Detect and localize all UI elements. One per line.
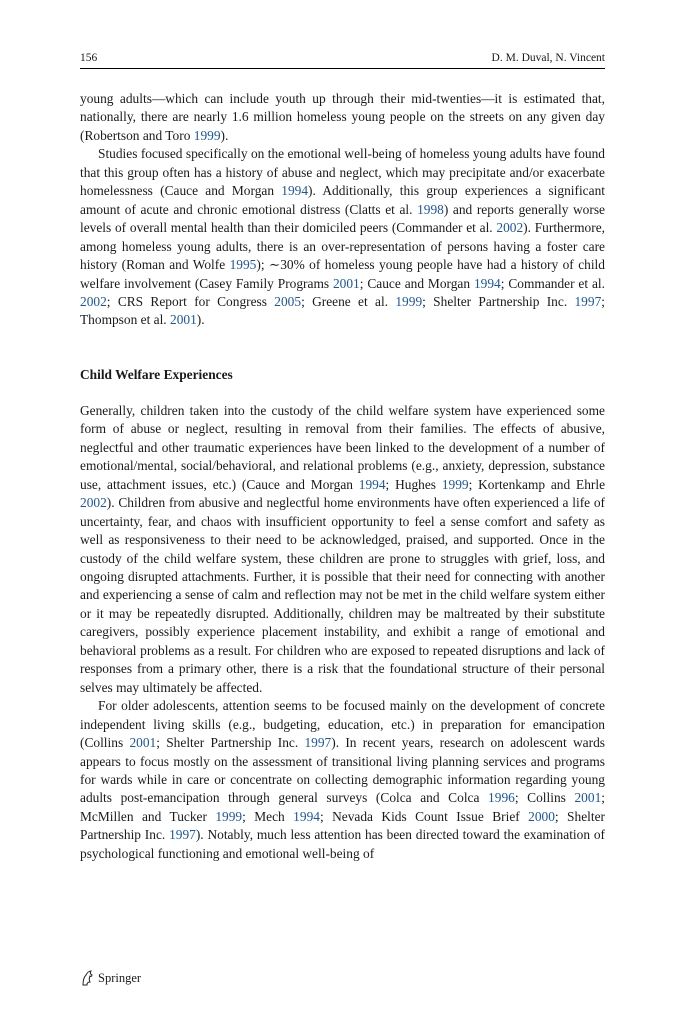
text-run: ). Furthermore, among homeless young adults, there is an over-representation of persons having a foster care history (Roman and Wolfe: [80, 220, 606, 273]
text-run: ; Shelter Partnership Inc.: [80, 808, 605, 843]
text-run: Generally, children taken into the custody of the child welfare system have experienced some form of abuse or neglect, resulting in removal from their families. The effects of abusive, neglectful and other traumatic experiences have been linked to the development of a number of emotional/mental, social/behavioral, and relational problems (e.g., anxiety, depression, substance use, attachment issues, etc.) (Cauce and Morgan: [80, 402, 605, 492]
text-run: ); ∼30% of homeless young people have had a history of child welfare involvement (Casey Family Programs: [80, 257, 605, 291]
reference-link[interactable]: 1994: [473, 275, 501, 291]
text-run: ; Collins: [514, 790, 575, 806]
text-run: ; Cauce and Morgan: [359, 275, 474, 291]
publisher-name: Springer: [98, 970, 142, 985]
text-run: ; Shelter Partnership Inc.: [422, 293, 575, 309]
page-number: 156: [80, 52, 98, 64]
body-text: [80, 90, 605, 863]
paragraph-4: [80, 697, 605, 863]
text-run: young adults—which can include youth up through their mid-twenties—it is estimated that, nationally, there are nearly 1.6 million homeless young people on the streets on any given day (Robertson and Toro: [80, 91, 605, 143]
running-head: [80, 52, 605, 69]
text-run: ; Shelter Partnership Inc.: [156, 735, 305, 751]
springer-horse-icon: [80, 970, 94, 986]
reference-link[interactable]: 2002: [80, 495, 107, 511]
reference-link[interactable]: 2001: [332, 275, 360, 291]
publisher-footer: [80, 970, 141, 986]
text-run: ). Children from abusive and neglectful home environments have often experienced a life of uncertainty, fear, and chaos with insufficient opportunity to feel a sense comfort and safety as well as responsiveness to their need to be acknowledged, praised, and supported. Once in the custody of the child welfare system, these children are prone to struggles with grief, loss, and ongoing disrupted attachments. Further, it is possible that their need for connecting with another and experiencing a sense of calm and reflection may not be met in the child welfare system either or it may be repeatedly disrupted. Additionally, children may be maltreated by their substitute caregivers, possibly experience placement instability, and exhibit a range of emotional and behavioral problems as a result. For children who are exposed to repeated disruptions and lack of responses from a primary other, there is a risk that the foundational structure of their personal selves may ultimately be affected.: [80, 495, 605, 695]
text-run: ).: [196, 312, 205, 328]
text-run: ). Additionally, this group experiences a significant amount of acute and chronic emotional distress (Clatts et al.: [80, 183, 605, 217]
reference-link[interactable]: 2005: [274, 293, 302, 309]
paragraph-1: [80, 90, 605, 145]
text-run: ; Greene et al.: [301, 293, 396, 309]
text-run: For older adolescents, attention seems to be focused mainly on the development of concrete independent living skills (e.g., budgeting, education, etc.) in preparation for emancipation (Collins: [80, 698, 605, 751]
reference-link[interactable]: 1994: [358, 476, 386, 492]
reference-link[interactable]: 1994: [293, 808, 320, 824]
running-head-authors: D. M. Duval, N. Vincent: [491, 52, 605, 64]
reference-link[interactable]: 2001: [129, 735, 157, 751]
reference-link[interactable]: 1998: [417, 201, 444, 217]
reference-link[interactable]: 1999: [395, 293, 423, 309]
text-run: ). In recent years, research on adolescent wards appears to focus mostly on the assessment of transitional living planning services and programs for wards while in care or concentrate on collecting demographic information regarding young adults post-emancipation through general surveys (Colca and Colca: [80, 735, 605, 806]
reference-link[interactable]: 2001: [574, 790, 602, 806]
reference-link[interactable]: 2001: [170, 312, 197, 328]
reference-link[interactable]: 1999: [193, 127, 221, 143]
reference-link[interactable]: 1999: [215, 808, 243, 824]
text-run: ; Kortenkamp and Ehrle: [468, 476, 606, 492]
text-run: ). Notably, much less attention has been directed toward the examination of psychological functioning and emotional well-being of: [80, 827, 605, 861]
paragraph-3: [80, 402, 605, 697]
text-run: ; Commander et al.: [500, 275, 605, 291]
reference-link[interactable]: 2000: [528, 808, 555, 824]
text-run: ; Nevada Kids Count Issue Brief: [319, 808, 529, 824]
text-run: ; Hughes: [385, 476, 442, 492]
text-run: ; McMillen and Tucker: [80, 790, 605, 824]
section-heading: Child Welfare Experiences: [80, 366, 233, 382]
text-run: Studies focused specifically on the emotional well-being of homeless young adults have found that this group often has a history of abuse and neglect, which may precipitate and/or exacerbate homelessness (Cauce and Morgan: [80, 146, 605, 199]
text-run: ) and reports generally worse levels of overall mental health than their domiciled peers (Commander et al.: [80, 201, 605, 236]
text-run: ; Thompson et al.: [80, 293, 605, 328]
reference-link[interactable]: 1997: [169, 827, 196, 843]
paragraph-2: [80, 145, 605, 330]
reference-link[interactable]: 1999: [441, 476, 469, 492]
reference-link[interactable]: 1996: [488, 790, 515, 806]
text-run: ; Mech: [242, 808, 294, 824]
reference-link[interactable]: 2002: [80, 293, 107, 309]
text-run: ; CRS Report for Congress: [106, 293, 275, 309]
reference-link[interactable]: 1997: [304, 735, 332, 751]
reference-link[interactable]: 1994: [281, 183, 309, 199]
text-run: ).: [220, 127, 229, 143]
reference-link[interactable]: 1997: [574, 293, 602, 309]
reference-link[interactable]: 2002: [496, 220, 524, 236]
reference-link[interactable]: 1995: [229, 257, 257, 273]
